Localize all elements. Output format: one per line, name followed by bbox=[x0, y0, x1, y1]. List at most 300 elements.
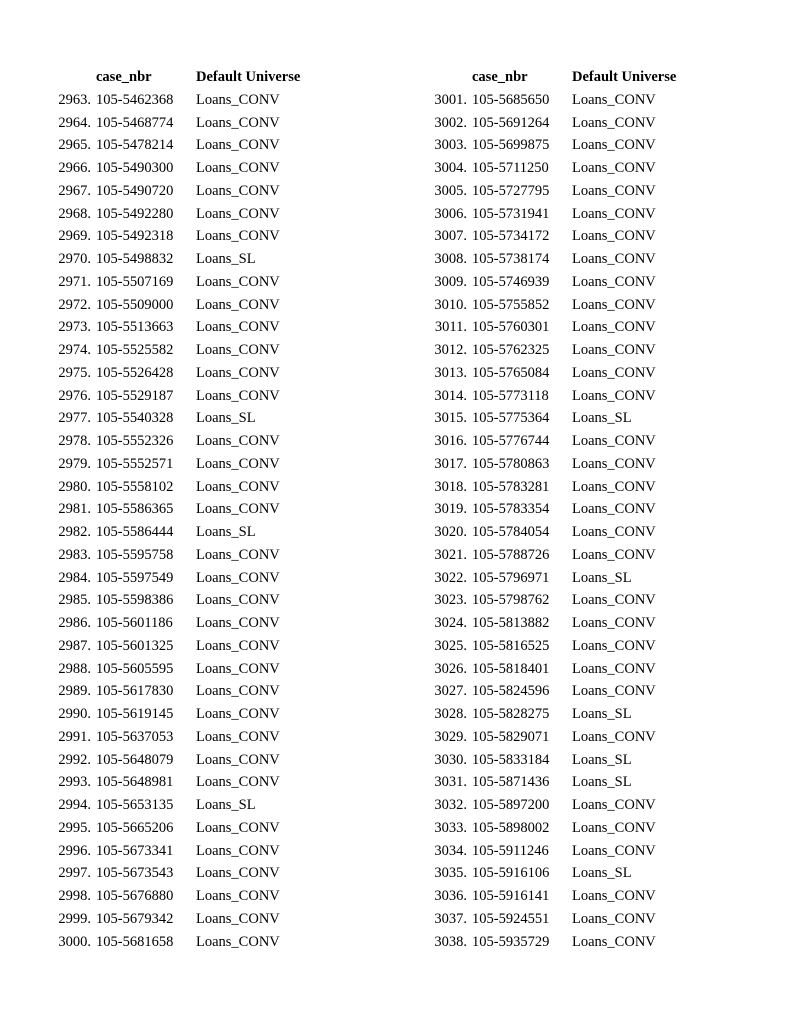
default-universe-cell: Loans_CONV bbox=[196, 933, 280, 950]
default-universe-cell: Loans_CONV bbox=[196, 205, 280, 222]
table-row bbox=[416, 840, 702, 863]
row-number: 3021. bbox=[434, 546, 467, 563]
row-number: 3006. bbox=[434, 205, 467, 222]
row-number: 2967. bbox=[58, 182, 91, 199]
case-nbr-cell: 105-5784054 bbox=[472, 524, 550, 540]
table-row bbox=[40, 794, 326, 817]
default-universe-cell: Loans_CONV bbox=[572, 615, 656, 631]
row-number: 2986. bbox=[58, 615, 91, 631]
case-nbr-cell: 105-5829071 bbox=[472, 728, 550, 745]
row-number: 2996. bbox=[58, 842, 91, 859]
table-row bbox=[40, 658, 326, 681]
default-universe-cell: Loans_CONV bbox=[196, 387, 280, 404]
row-number: 2964. bbox=[58, 114, 91, 131]
default-universe-cell: Loans_CONV bbox=[196, 819, 280, 836]
case-nbr-cell: 105-5665206 bbox=[96, 819, 174, 836]
table-row bbox=[40, 680, 326, 703]
case-nbr-cell: 105-5734172 bbox=[472, 228, 550, 245]
default-universe-cell: Loans_CONV bbox=[196, 137, 280, 154]
row-number: 3011. bbox=[434, 319, 467, 336]
case-nbr-cell: 105-5783281 bbox=[472, 478, 550, 495]
table-row bbox=[40, 726, 326, 749]
table-row bbox=[416, 157, 702, 180]
case-nbr-cell: 105-5648079 bbox=[96, 751, 174, 768]
case-nbr-cell: 105-5691264 bbox=[472, 114, 550, 131]
row-number: 3030. bbox=[434, 751, 467, 768]
table-row bbox=[40, 407, 326, 430]
table-row bbox=[40, 89, 326, 112]
case-nbr-cell: 105-5731941 bbox=[472, 205, 550, 222]
table-row bbox=[416, 749, 702, 772]
row-number: 3029. bbox=[434, 728, 467, 745]
row-number: 3022. bbox=[434, 569, 467, 586]
case-nbr-cell: 105-5526428 bbox=[96, 364, 174, 381]
table-row bbox=[416, 89, 702, 112]
row-number: 3018. bbox=[434, 478, 467, 495]
table-row bbox=[40, 885, 326, 908]
case-nbr-cell: 105-5492280 bbox=[96, 205, 174, 222]
case-nbr-cell: 105-5679342 bbox=[96, 910, 174, 927]
row-number: 2966. bbox=[58, 160, 91, 176]
row-number: 2982. bbox=[58, 524, 91, 540]
table-row bbox=[40, 362, 326, 385]
table-row bbox=[40, 294, 326, 317]
row-number: 3032. bbox=[434, 797, 467, 813]
table-row bbox=[40, 567, 326, 590]
case-nbr-cell: 105-5818401 bbox=[472, 660, 550, 677]
row-number: 3025. bbox=[434, 637, 467, 654]
case-nbr-cell: 105-5586444 bbox=[96, 524, 174, 540]
table-row bbox=[40, 134, 326, 157]
row-number: 2977. bbox=[58, 410, 91, 427]
default-universe-cell: Loans_CONV bbox=[196, 592, 280, 609]
case-nbr-cell: 105-5492318 bbox=[96, 228, 174, 245]
row-number: 3001. bbox=[434, 91, 467, 108]
row-number: 3038. bbox=[434, 933, 467, 950]
row-number: 3020. bbox=[434, 524, 467, 540]
default-universe-cell: Loans_CONV bbox=[572, 637, 656, 654]
case-nbr-cell: 105-5916106 bbox=[472, 865, 550, 882]
default-universe-cell: Loans_CONV bbox=[572, 888, 656, 904]
table-row bbox=[416, 476, 702, 499]
row-number: 3026. bbox=[434, 660, 467, 677]
default-universe-cell: Loans_CONV bbox=[572, 342, 656, 358]
row-number: 3023. bbox=[434, 592, 467, 609]
case-nbr-cell: 105-5509000 bbox=[96, 296, 174, 313]
default-universe-cell: Loans_SL bbox=[196, 410, 256, 427]
default-universe-cell: Loans_SL bbox=[572, 706, 632, 722]
default-universe-cell: Loans_CONV bbox=[572, 273, 656, 290]
table-row bbox=[416, 771, 702, 794]
default-universe-cell: Loans_CONV bbox=[196, 319, 280, 336]
default-universe-header: Default Universe bbox=[196, 69, 301, 85]
case-nbr-cell: 105-5673543 bbox=[96, 865, 174, 882]
case-nbr-cell: 105-5595758 bbox=[96, 546, 174, 563]
case-nbr-cell: 105-5586365 bbox=[96, 501, 174, 518]
table-row bbox=[416, 612, 702, 635]
table-row bbox=[40, 703, 326, 726]
default-universe-cell: Loans_CONV bbox=[196, 296, 280, 313]
row-number: 3019. bbox=[434, 501, 467, 518]
case-nbr-cell: 105-5653135 bbox=[96, 797, 174, 813]
row-number: 2983. bbox=[58, 546, 91, 563]
default-universe-cell: Loans_CONV bbox=[572, 319, 656, 336]
right-rows bbox=[416, 89, 702, 954]
default-universe-cell: Loans_CONV bbox=[572, 819, 656, 836]
default-universe-cell: Loans_CONV bbox=[572, 524, 656, 540]
table-row bbox=[416, 635, 702, 658]
table-row bbox=[40, 225, 326, 248]
case-nbr-cell: 105-5507169 bbox=[96, 273, 174, 290]
row-number: 2970. bbox=[58, 251, 91, 267]
default-universe-cell: Loans_SL bbox=[572, 410, 632, 427]
row-number: 2991. bbox=[58, 728, 91, 745]
case-nbr-cell: 105-5780863 bbox=[472, 455, 550, 472]
case-nbr-cell: 105-5558102 bbox=[96, 478, 174, 495]
row-number: 2988. bbox=[58, 660, 91, 677]
row-number: 2987. bbox=[58, 637, 91, 654]
default-universe-cell: Loans_CONV bbox=[572, 842, 656, 859]
default-universe-cell: Loans_CONV bbox=[196, 433, 280, 449]
table-row bbox=[416, 726, 702, 749]
default-universe-cell: Loans_CONV bbox=[196, 273, 280, 290]
case-nbr-cell: 105-5898002 bbox=[472, 819, 550, 836]
default-universe-cell: Loans_SL bbox=[196, 797, 256, 813]
table-row bbox=[40, 385, 326, 408]
row-number: 2990. bbox=[58, 706, 91, 722]
case-nbr-cell: 105-5788726 bbox=[472, 546, 550, 563]
default-universe-cell: Loans_CONV bbox=[196, 114, 280, 131]
case-nbr-cell: 105-5871436 bbox=[472, 774, 550, 791]
default-universe-cell: Loans_CONV bbox=[196, 774, 280, 791]
row-number: 3004. bbox=[434, 160, 467, 176]
case-nbr-cell: 105-5746939 bbox=[472, 273, 550, 290]
row-number: 2992. bbox=[58, 751, 91, 768]
case-nbr-cell: 105-5897200 bbox=[472, 797, 550, 813]
case-nbr-cell: 105-5775364 bbox=[472, 410, 550, 427]
row-number: 3035. bbox=[434, 865, 467, 882]
table-row bbox=[416, 862, 702, 885]
case-nbr-cell: 105-5676880 bbox=[96, 888, 174, 904]
row-number: 2973. bbox=[58, 319, 91, 336]
row-number: 2978. bbox=[58, 433, 91, 449]
row-number: 3028. bbox=[434, 706, 467, 722]
table-row bbox=[416, 794, 702, 817]
table-row bbox=[40, 271, 326, 294]
table-row bbox=[40, 112, 326, 135]
row-number: 2974. bbox=[58, 342, 91, 358]
row-number: 3037. bbox=[434, 910, 467, 927]
row-number: 2998. bbox=[58, 888, 91, 904]
row-number: 2989. bbox=[58, 683, 91, 700]
default-universe-cell: Loans_CONV bbox=[196, 364, 280, 381]
case-nbr-cell: 105-5478214 bbox=[96, 137, 174, 154]
table-row bbox=[416, 271, 702, 294]
table-row bbox=[40, 749, 326, 772]
table-row bbox=[416, 134, 702, 157]
case-nbr-cell: 105-5552571 bbox=[96, 455, 174, 472]
case-nbr-cell: 105-5673341 bbox=[96, 842, 174, 859]
table-row bbox=[416, 544, 702, 567]
row-number: 3005. bbox=[434, 182, 467, 199]
case-nbr-cell: 105-5685650 bbox=[472, 91, 550, 108]
default-universe-cell: Loans_CONV bbox=[572, 114, 656, 131]
default-universe-cell: Loans_CONV bbox=[572, 592, 656, 609]
table-row bbox=[416, 362, 702, 385]
case-nbr-cell: 105-5597549 bbox=[96, 569, 174, 586]
case-nbr-cell: 105-5824596 bbox=[472, 683, 550, 700]
default-universe-cell: Loans_CONV bbox=[196, 842, 280, 859]
table-row bbox=[416, 521, 702, 544]
default-universe-cell: Loans_CONV bbox=[572, 205, 656, 222]
case-nbr-cell: 105-5935729 bbox=[472, 933, 550, 950]
case-nbr-cell: 105-5699875 bbox=[472, 137, 550, 154]
row-number: 3016. bbox=[434, 433, 467, 449]
row-number: 3012. bbox=[434, 342, 467, 358]
table-row bbox=[40, 931, 326, 954]
row-number: 2969. bbox=[58, 228, 91, 245]
default-universe-cell: Loans_CONV bbox=[196, 751, 280, 768]
default-universe-cell: Loans_CONV bbox=[196, 182, 280, 199]
default-universe-cell: Loans_CONV bbox=[572, 296, 656, 313]
row-number: 2981. bbox=[58, 501, 91, 518]
case-nbr-cell: 105-5529187 bbox=[96, 387, 174, 404]
default-universe-cell: Loans_CONV bbox=[196, 455, 280, 472]
default-universe-cell: Loans_CONV bbox=[572, 455, 656, 472]
default-universe-cell: Loans_CONV bbox=[196, 660, 280, 677]
default-universe-cell: Loans_CONV bbox=[572, 91, 656, 108]
row-number: 3034. bbox=[434, 842, 467, 859]
table-row bbox=[416, 407, 702, 430]
case-nbr-cell: 105-5605595 bbox=[96, 660, 174, 677]
case-nbr-cell: 105-5765084 bbox=[472, 364, 550, 381]
row-number: 3027. bbox=[434, 683, 467, 700]
case-nbr-cell: 105-5681658 bbox=[96, 933, 174, 950]
default-universe-cell: Loans_CONV bbox=[196, 910, 280, 927]
case-nbr-cell: 105-5924551 bbox=[472, 910, 550, 927]
row-number: 3007. bbox=[434, 228, 467, 245]
table-row bbox=[416, 498, 702, 521]
table-row bbox=[416, 885, 702, 908]
table-row bbox=[40, 544, 326, 567]
table-row bbox=[40, 612, 326, 635]
row-number: 3031. bbox=[434, 774, 467, 791]
row-number: 2997. bbox=[58, 865, 91, 882]
default-universe-cell: Loans_CONV bbox=[572, 364, 656, 381]
table-row bbox=[416, 316, 702, 339]
default-universe-cell: Loans_CONV bbox=[572, 387, 656, 404]
default-universe-cell: Loans_CONV bbox=[196, 728, 280, 745]
row-number: 2994. bbox=[58, 797, 91, 813]
default-universe-cell: Loans_CONV bbox=[572, 728, 656, 745]
case-nbr-cell: 105-5773118 bbox=[472, 387, 549, 404]
case-nbr-cell: 105-5796971 bbox=[472, 569, 550, 586]
default-universe-cell: Loans_CONV bbox=[196, 546, 280, 563]
case-nbr-cell: 105-5498832 bbox=[96, 251, 174, 267]
row-number: 3017. bbox=[434, 455, 467, 472]
table-row bbox=[40, 203, 326, 226]
case-nbr-cell: 105-5598386 bbox=[96, 592, 174, 609]
table-row bbox=[416, 339, 702, 362]
case-nbr-cell: 105-5513663 bbox=[96, 319, 174, 336]
row-number: 2984. bbox=[58, 569, 91, 586]
table-row bbox=[40, 521, 326, 544]
default-universe-cell: Loans_CONV bbox=[572, 478, 656, 495]
row-number: 2995. bbox=[58, 819, 91, 836]
case-nbr-header: case_nbr bbox=[96, 69, 152, 85]
case-nbr-cell: 105-5816525 bbox=[472, 637, 550, 654]
case-nbr-cell: 105-5490300 bbox=[96, 160, 174, 176]
row-number: 2976. bbox=[58, 387, 91, 404]
table-row bbox=[40, 862, 326, 885]
default-universe-cell: Loans_CONV bbox=[572, 660, 656, 677]
table-row bbox=[40, 316, 326, 339]
case-nbr-header: case_nbr bbox=[472, 69, 528, 85]
row-number: 2993. bbox=[58, 774, 91, 791]
row-number: 3036. bbox=[434, 888, 467, 904]
default-universe-cell: Loans_CONV bbox=[196, 228, 280, 245]
case-nbr-cell: 105-5617830 bbox=[96, 683, 174, 700]
case-nbr-cell: 105-5833184 bbox=[472, 751, 550, 768]
table-row bbox=[40, 908, 326, 931]
row-number: 3015. bbox=[434, 410, 467, 427]
table-row bbox=[416, 931, 702, 954]
row-number: 3003. bbox=[434, 137, 467, 154]
default-universe-cell: Loans_CONV bbox=[196, 342, 280, 358]
default-universe-cell: Loans_CONV bbox=[196, 888, 280, 904]
table-row bbox=[40, 180, 326, 203]
case-nbr-cell: 105-5776744 bbox=[472, 433, 550, 449]
case-nbr-cell: 105-5540328 bbox=[96, 410, 174, 427]
case-nbr-cell: 105-5637053 bbox=[96, 728, 174, 745]
table-row bbox=[40, 840, 326, 863]
default-universe-cell: Loans_CONV bbox=[572, 228, 656, 245]
table-row bbox=[416, 453, 702, 476]
row-number: 2999. bbox=[58, 910, 91, 927]
default-universe-cell: Loans_CONV bbox=[196, 706, 280, 722]
default-universe-cell: Loans_SL bbox=[196, 524, 256, 540]
left-rows bbox=[40, 89, 326, 954]
table-row bbox=[40, 635, 326, 658]
case-nbr-cell: 105-5783354 bbox=[472, 501, 550, 518]
case-nbr-cell: 105-5916141 bbox=[472, 888, 550, 904]
table-row bbox=[416, 203, 702, 226]
row-number: 2965. bbox=[58, 137, 91, 154]
table-row bbox=[40, 498, 326, 521]
table-row bbox=[416, 248, 702, 271]
default-universe-cell: Loans_CONV bbox=[196, 865, 280, 882]
case-nbr-cell: 105-5760301 bbox=[472, 319, 550, 336]
row-number: 3013. bbox=[434, 364, 467, 381]
default-universe-cell: Loans_CONV bbox=[196, 569, 280, 586]
case-nbr-cell: 105-5601186 bbox=[96, 615, 173, 631]
default-universe-cell: Loans_CONV bbox=[572, 501, 656, 518]
case-nbr-cell: 105-5798762 bbox=[472, 592, 550, 609]
table-row bbox=[416, 385, 702, 408]
row-number: 2972. bbox=[58, 296, 91, 313]
table-row bbox=[416, 225, 702, 248]
default-universe-cell: Loans_CONV bbox=[572, 251, 656, 267]
row-number: 2975. bbox=[58, 364, 91, 381]
table-row bbox=[40, 248, 326, 271]
case-nbr-cell: 105-5738174 bbox=[472, 251, 550, 267]
left-header-row bbox=[40, 66, 326, 89]
table-row bbox=[416, 294, 702, 317]
default-universe-cell: Loans_SL bbox=[572, 751, 632, 768]
case-nbr-cell: 105-5468774 bbox=[96, 114, 174, 131]
case-nbr-cell: 105-5762325 bbox=[472, 342, 550, 358]
row-number: 3033. bbox=[434, 819, 467, 836]
case-nbr-cell: 105-5711250 bbox=[472, 160, 549, 176]
table-row bbox=[416, 180, 702, 203]
row-number: 3002. bbox=[434, 114, 467, 131]
table-row bbox=[416, 680, 702, 703]
case-nbr-cell: 105-5552326 bbox=[96, 433, 174, 449]
row-number: 3024. bbox=[434, 615, 467, 631]
case-nbr-cell: 105-5648981 bbox=[96, 774, 174, 791]
case-nbr-cell: 105-5727795 bbox=[472, 182, 550, 199]
default-universe-cell: Loans_CONV bbox=[196, 501, 280, 518]
default-universe-cell: Loans_SL bbox=[572, 865, 632, 882]
table-row bbox=[416, 703, 702, 726]
row-number: 2985. bbox=[58, 592, 91, 609]
row-number: 2963. bbox=[58, 91, 91, 108]
table-row bbox=[40, 157, 326, 180]
row-number: 3008. bbox=[434, 251, 467, 267]
case-nbr-cell: 105-5755852 bbox=[472, 296, 550, 313]
right-header-row bbox=[416, 66, 702, 89]
row-number: 2971. bbox=[58, 273, 91, 290]
default-universe-cell: Loans_CONV bbox=[572, 137, 656, 154]
default-universe-cell: Loans_CONV bbox=[572, 797, 656, 813]
default-universe-header: Default Universe bbox=[572, 69, 677, 85]
default-universe-cell: Loans_SL bbox=[196, 251, 256, 267]
default-universe-cell: Loans_SL bbox=[572, 569, 632, 586]
default-universe-cell: Loans_CONV bbox=[572, 933, 656, 950]
table-row bbox=[40, 339, 326, 362]
table-row bbox=[416, 589, 702, 612]
table-row bbox=[40, 453, 326, 476]
table-row bbox=[416, 817, 702, 840]
case-nbr-cell: 105-5601325 bbox=[96, 637, 174, 654]
default-universe-cell: Loans_CONV bbox=[196, 160, 280, 176]
case-nbr-cell: 105-5490720 bbox=[96, 182, 174, 199]
case-nbr-cell: 105-5619145 bbox=[96, 706, 174, 722]
right-table bbox=[416, 66, 702, 953]
table-row bbox=[40, 817, 326, 840]
case-nbr-cell: 105-5828275 bbox=[472, 706, 550, 722]
default-universe-cell: Loans_CONV bbox=[196, 637, 280, 654]
default-universe-cell: Loans_CONV bbox=[572, 433, 656, 449]
default-universe-cell: Loans_CONV bbox=[572, 160, 656, 176]
table-row bbox=[416, 908, 702, 931]
row-number: 3010. bbox=[434, 296, 467, 313]
table-row bbox=[416, 430, 702, 453]
row-number: 3014. bbox=[434, 387, 467, 404]
default-universe-cell: Loans_CONV bbox=[572, 683, 656, 700]
case-nbr-cell: 105-5462368 bbox=[96, 91, 174, 108]
default-universe-cell: Loans_CONV bbox=[196, 615, 280, 631]
case-nbr-cell: 105-5813882 bbox=[472, 615, 550, 631]
default-universe-cell: Loans_CONV bbox=[572, 910, 656, 927]
table-row bbox=[40, 589, 326, 612]
case-nbr-cell: 105-5911246 bbox=[472, 842, 549, 859]
row-number: 2979. bbox=[58, 455, 91, 472]
row-number: 3000. bbox=[58, 933, 91, 950]
table-row bbox=[40, 476, 326, 499]
row-number: 2980. bbox=[58, 478, 91, 495]
default-universe-cell: Loans_CONV bbox=[196, 683, 280, 700]
